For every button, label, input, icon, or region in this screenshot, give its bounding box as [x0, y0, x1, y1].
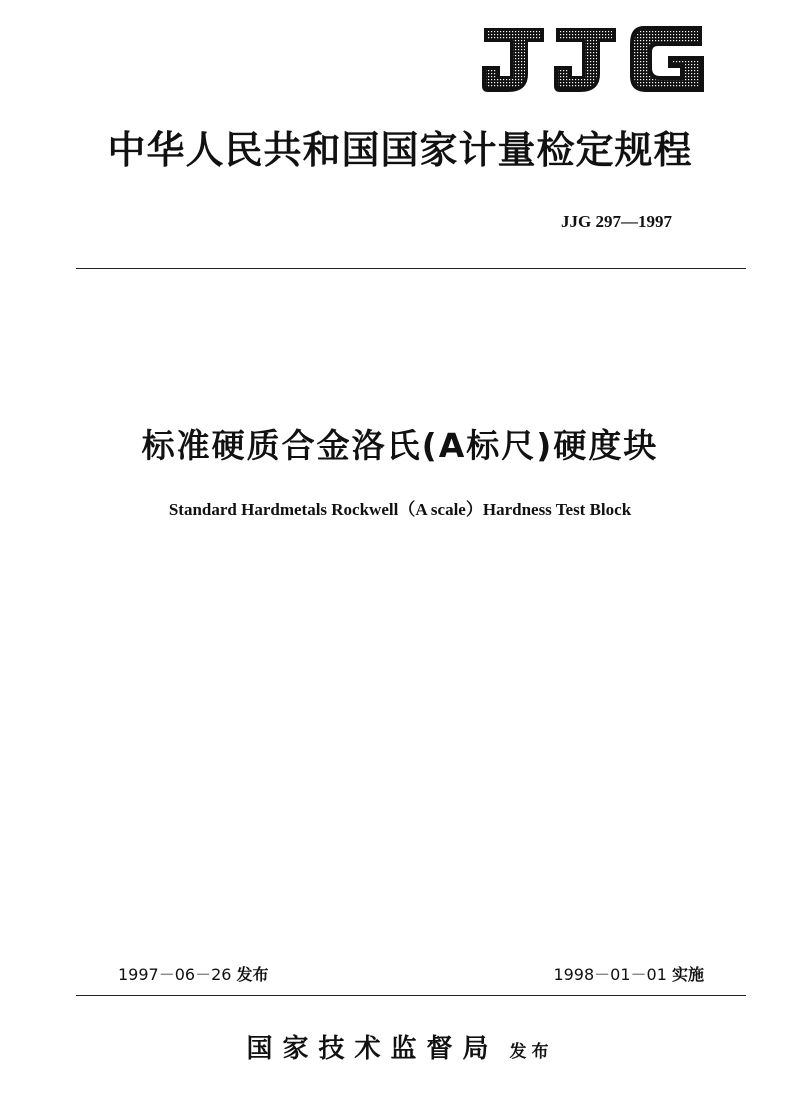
publisher-line [0, 1028, 800, 1065]
issue-date-line [118, 962, 269, 985]
effective-date: 1998－01－01 [553, 965, 667, 984]
bottom-divider [76, 995, 746, 996]
publisher-action: 发布 [509, 1042, 554, 1062]
regulation-series-title: 中华人民共和国国家计量检定规程 [107, 128, 693, 172]
document-title-chinese: 标准硬质合金洛氏(A标尺)硬度块 [141, 426, 659, 465]
effective-label: 实施 [671, 965, 704, 984]
issue-date: 1997－06－26 [118, 965, 232, 984]
jjg-logo-icon [478, 18, 706, 98]
document-title-english: Standard Hardmetals Rockwell（A scale）Hardness Test Block [168, 500, 632, 519]
publisher-name: 国家技术监督局 [246, 1034, 499, 1064]
top-divider [76, 268, 746, 269]
standard-number: JJG 297—1997 [561, 212, 672, 231]
issue-label: 发布 [236, 965, 269, 984]
effective-date-line [553, 962, 704, 985]
